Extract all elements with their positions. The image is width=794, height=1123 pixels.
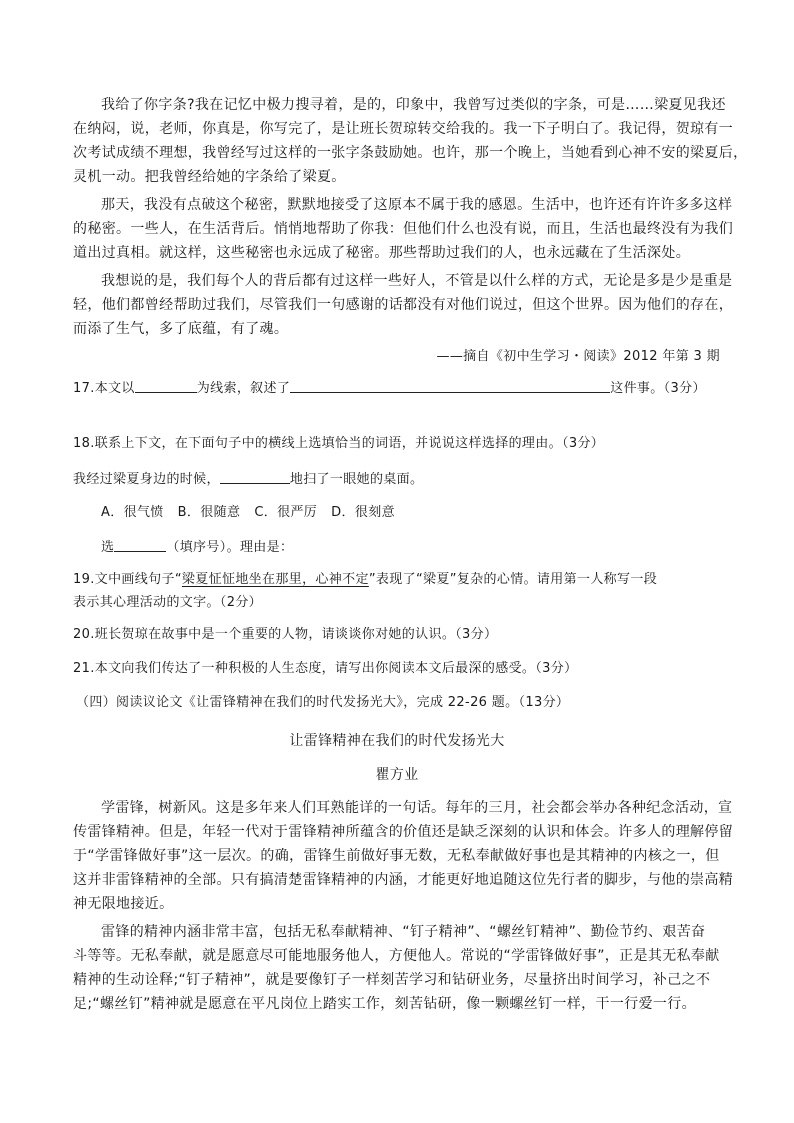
question-20: 20.班长贺琼在故事中是一个重要的人物，请谈谈你对她的认识。（3分） bbox=[73, 627, 498, 642]
q18-sentence-b: 地扫了一眼她的桌面。 bbox=[289, 472, 424, 487]
essay-p1-line3: 于“学雷锋做好事”这一层次。的确，雷锋生前做好事无数，无私奉献做好事也是其精神的内核之一，但 bbox=[73, 848, 720, 864]
essay-p1-line5: 神无限地接近。 bbox=[73, 896, 174, 912]
q18-sentence-a: 我经过梁夏身边的时候， bbox=[73, 472, 220, 487]
question-18-options bbox=[101, 503, 409, 523]
q18-blank-choice[interactable] bbox=[114, 537, 166, 552]
q17-text-a: 17.本文以 bbox=[73, 381, 135, 396]
essay-p2-line4: 足;“螺丝钉”精神就是愿意在平凡岗位上踏实工作，刻苦钻研，像一颗螺丝钉一样，干一行爱一行。 bbox=[73, 996, 696, 1012]
q18-choose-a: 选 bbox=[101, 540, 115, 555]
q18-choose-b: （填序号）。理由是： bbox=[166, 540, 294, 555]
essay-title: 让雷锋精神在我们的时代发扬光大 bbox=[289, 733, 505, 749]
essay-p1-line4: 这并非雷锋精神的全部。只有搞清楚雷锋精神的内涵，才能更好地追随这位先行者的脚步，与他的崇高精 bbox=[73, 872, 734, 888]
q19-text-a: 19.文中画线句子“ bbox=[73, 572, 182, 587]
essay-p2-line2: 斗等等。无私奉献，就是愿意尽可能地服务他人，方便他人。常说的“学雷锋做好事”，正是其无私奉献 bbox=[73, 948, 720, 964]
question-18-sentence bbox=[73, 469, 423, 490]
essay-p2-line3: 精神的生动诠释;“钉子精神”，就是要像钉子一样刻苦学习和钻研业务，尽量挤出时间学习，补己之不 bbox=[73, 972, 711, 988]
story-source: ——摘自《初中生学习・阅读》2012 年第 3 期 bbox=[436, 349, 720, 364]
essay-author: 瞿方业 bbox=[375, 767, 419, 783]
q18-option-a[interactable]: A．很气愤 bbox=[101, 505, 164, 520]
story-p2-line3: 道出过真相。就这样，这些秘密也永远成了秘密。那些帮助过我们的人，也永远藏在了生活深处。 bbox=[73, 245, 691, 261]
story-p3-line2: 轻，他们都曾经帮助过我们，尽管我们一句感谢的话都没有对他们说过，但这个世界。因为他们的存在， bbox=[73, 297, 734, 313]
question-17 bbox=[73, 378, 706, 399]
story-p3-line1: 我想说的是，我们每个人的背后都有过这样一些好人，不管是以什么样的方式，无论是多是少是重是 bbox=[101, 273, 733, 289]
q18-option-b[interactable]: B．很随意 bbox=[177, 505, 241, 520]
q17-blank-clue[interactable] bbox=[135, 378, 197, 393]
q18-option-c[interactable]: C．很严厉 bbox=[254, 505, 318, 520]
story-p1-line4: 灵机一动。把我曾经给她的字条给了梁夏。 bbox=[73, 169, 346, 185]
story-p2-line2: 的秘密。一些人，在生活背后。悄悄地帮助了你我：但他们什么也没有说，而且，生活也最终没有为我们 bbox=[73, 221, 734, 237]
section-4-header: （四）阅读议论文《让雷锋精神在我们的时代发扬光大》，完成 22-26 题。（13分） bbox=[76, 695, 570, 710]
story-p1-line3: 次考试成绩不理想，我曾经写过这样的一张字条鼓励她。也许，那一个晚上，当她看到心神不安的梁夏后， bbox=[73, 145, 748, 161]
question-18-stem: 18.联系上下文，在下面句子中的横线上选填恰当的词语，并说说这样选择的理由。（3分） bbox=[73, 436, 605, 451]
story-p2-line1: 那天，我没有点破这个秘密，默默地接受了这原本不属于我的感恩。生活中，也许还有许许多多这样 bbox=[101, 197, 733, 213]
essay-p1-line1: 学雷锋，树新风。这是多年来人们耳熟能详的一句话。每年的三月，社会都会举办各种纪念活动，宣 bbox=[101, 800, 733, 816]
q19-text-b: ”表现了“梁夏”复杂的心情。请用第一人称写一段 bbox=[368, 572, 658, 587]
q19-underlined-sentence: 梁夏怔怔地坐在那里，心神不定 bbox=[181, 572, 369, 587]
q18-option-d[interactable]: D．很刻意 bbox=[331, 505, 395, 520]
q17-blank-event[interactable] bbox=[290, 378, 610, 393]
story-p1-line1: 我给了你字条?我在记忆中极力搜寻着，是的，印象中，我曾写过类似的字条，可是……梁夏见我还 bbox=[101, 97, 726, 113]
story-p1-line2: 在纳闷，说，老师，你真是，你写完了，是让班长贺琼转交给我的。我一下子明白了。我记得，贺琼有一 bbox=[73, 121, 734, 137]
essay-p2-line1: 雷锋的精神内涵非常丰富，包括无私奉献精神、“钉子精神”、“螺丝钉精神”、勤俭节约、艰苦奋 bbox=[101, 924, 706, 940]
essay-p1-line2: 传雷锋精神。但是，年轻一代对于雷锋精神所蕴含的价值还是缺乏深刻的认识和体会。许多人的理解停留 bbox=[73, 824, 734, 840]
story-p3-line3: 而添了生气，多了底蕴，有了魂。 bbox=[73, 321, 289, 337]
q17-text-c: 这件事。（3分） bbox=[610, 381, 706, 396]
question-19-line1 bbox=[73, 570, 657, 590]
question-18-answer bbox=[101, 537, 293, 558]
question-19-line2: 表示其心理活动的文字。（2分） bbox=[73, 595, 263, 610]
q17-text-b: 为线索，叙述了 bbox=[196, 381, 291, 396]
question-21: 21.本文向我们传达了一种积极的人生态度，请写出你阅读本文后最深的感受。（3分） bbox=[73, 661, 578, 676]
q18-blank-word[interactable] bbox=[220, 469, 290, 484]
